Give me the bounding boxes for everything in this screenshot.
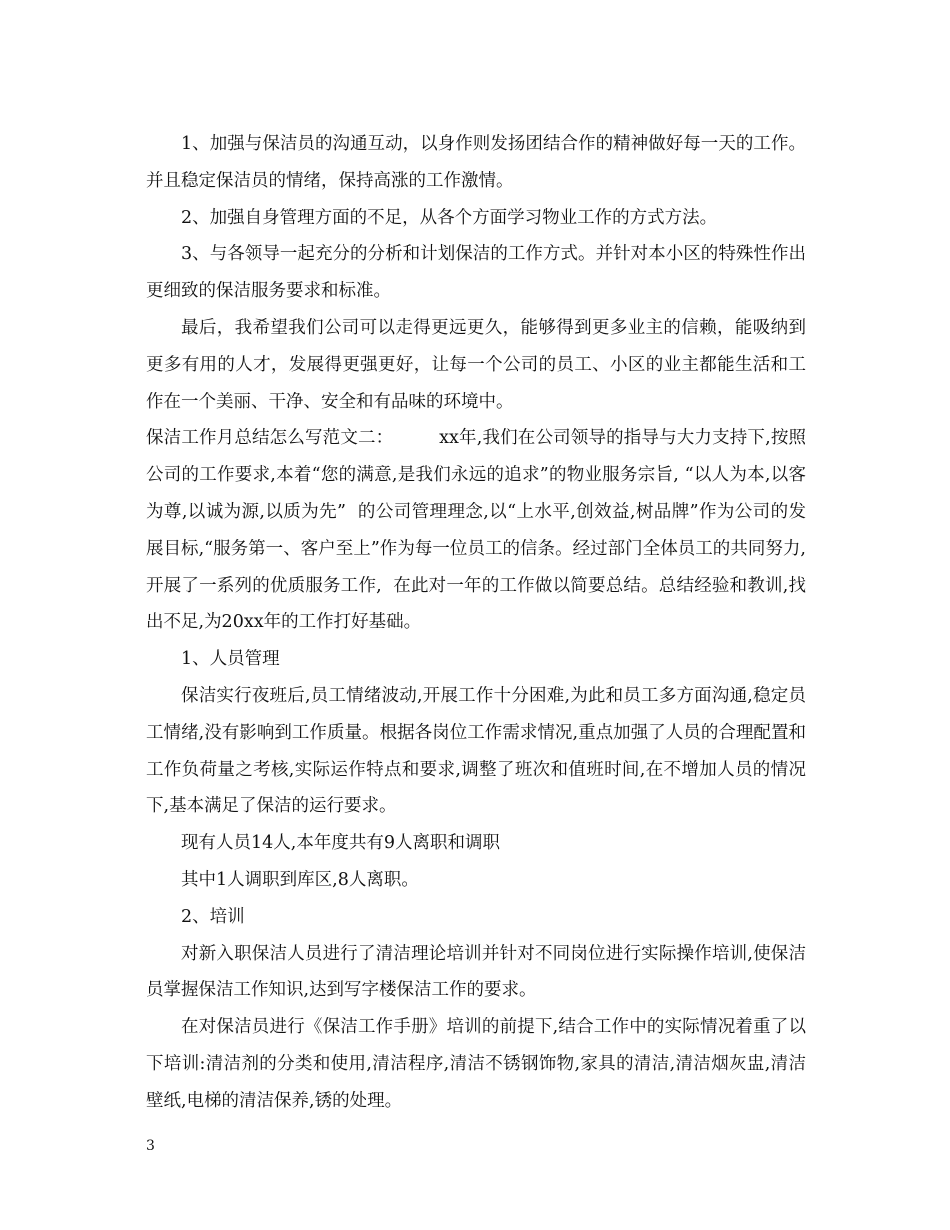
page-number: 3 bbox=[146, 1138, 155, 1154]
paragraph: 在对保洁员进行《保洁工作手册》培训的前提下,结合工作中的实际情况着重了以下培训:清洁剂的分类和使用,清洁程序,清洁不锈钢饰物,家具的清洁,清洁烟灰盅,清洁壁纸,电梯的清洁保养,锈的处理。 bbox=[146, 1017, 806, 1111]
document-body bbox=[146, 126, 806, 1120]
paragraph: 1、加强与保洁员的沟通互动，以身作则发扬团结合作的精神做好每一天的工作。并且稳定保洁员的情绪，保持高涨的工作激情。 bbox=[146, 134, 806, 191]
section-heading-personnel: 1、人员管理 bbox=[181, 649, 280, 670]
paragraph: 其中1人调职到库区,8人离职。 bbox=[181, 869, 419, 890]
paragraph: 3、与各领导一起充分的分析和计划保洁的工作方式。并针对本小区的特殊性作出更细致的保洁服务要求和标准。 bbox=[146, 244, 806, 302]
paragraph: 现有人员14人,本年度共有9人离职和调职 bbox=[181, 833, 500, 854]
paragraph-sample-two-intro: 保洁工作月总结怎么写范文二： xx年,我们在公司领导的指导与大力支持下,按照公司的工作要求,本着“您的满意,是我们永远的追求”的物业服务宗旨, “以人为本,以客为尊,以诚为源,以质为先” 的公司管理理念,以“上水平,创效益,树品牌”作为公司的发展目标,“服务第一、客户至上”作为每一位员工的信条。经过部门全体员工的共同努力,开展了一系列的优质服务工作, 在此对一年的工作做以简要总结。总结经验和教训,找出不足,为20xx年的工作打好基础。 bbox=[146, 428, 806, 633]
paragraph: 对新入职保洁人员进行了清洁理论培训并针对不同岗位进行实际操作培训,使保洁员掌握保洁工作知识,达到写字楼保洁工作的要求。 bbox=[146, 943, 806, 1001]
paragraph: 保洁实行夜班后,员工情绪波动,开展工作十分困难,为此和员工多方面沟通,稳定员工情绪,没有影响到工作质量。根据各岗位工作需求情况,重点加强了人员的合理配置和工作负荷量之考核,实际运作特点和要求,调整了班次和值班时间,在不增加人员的情况下,基本满足了保洁的运行要求。 bbox=[146, 685, 806, 817]
paragraph: 2、加强自身管理方面的不足，从各个方面学习物业工作的方式方法。 bbox=[181, 207, 718, 228]
paragraph: 最后，我希望我们公司可以走得更远更久，能够得到更多业主的信赖，能吸纳到更多有用的人才，发展得更强更好，让每一个公司的员工、小区的业主都能生活和工作在一个美丽、干净、安全和有品味的环境中。 bbox=[146, 317, 806, 412]
section-heading-training: 2、培训 bbox=[181, 906, 245, 927]
